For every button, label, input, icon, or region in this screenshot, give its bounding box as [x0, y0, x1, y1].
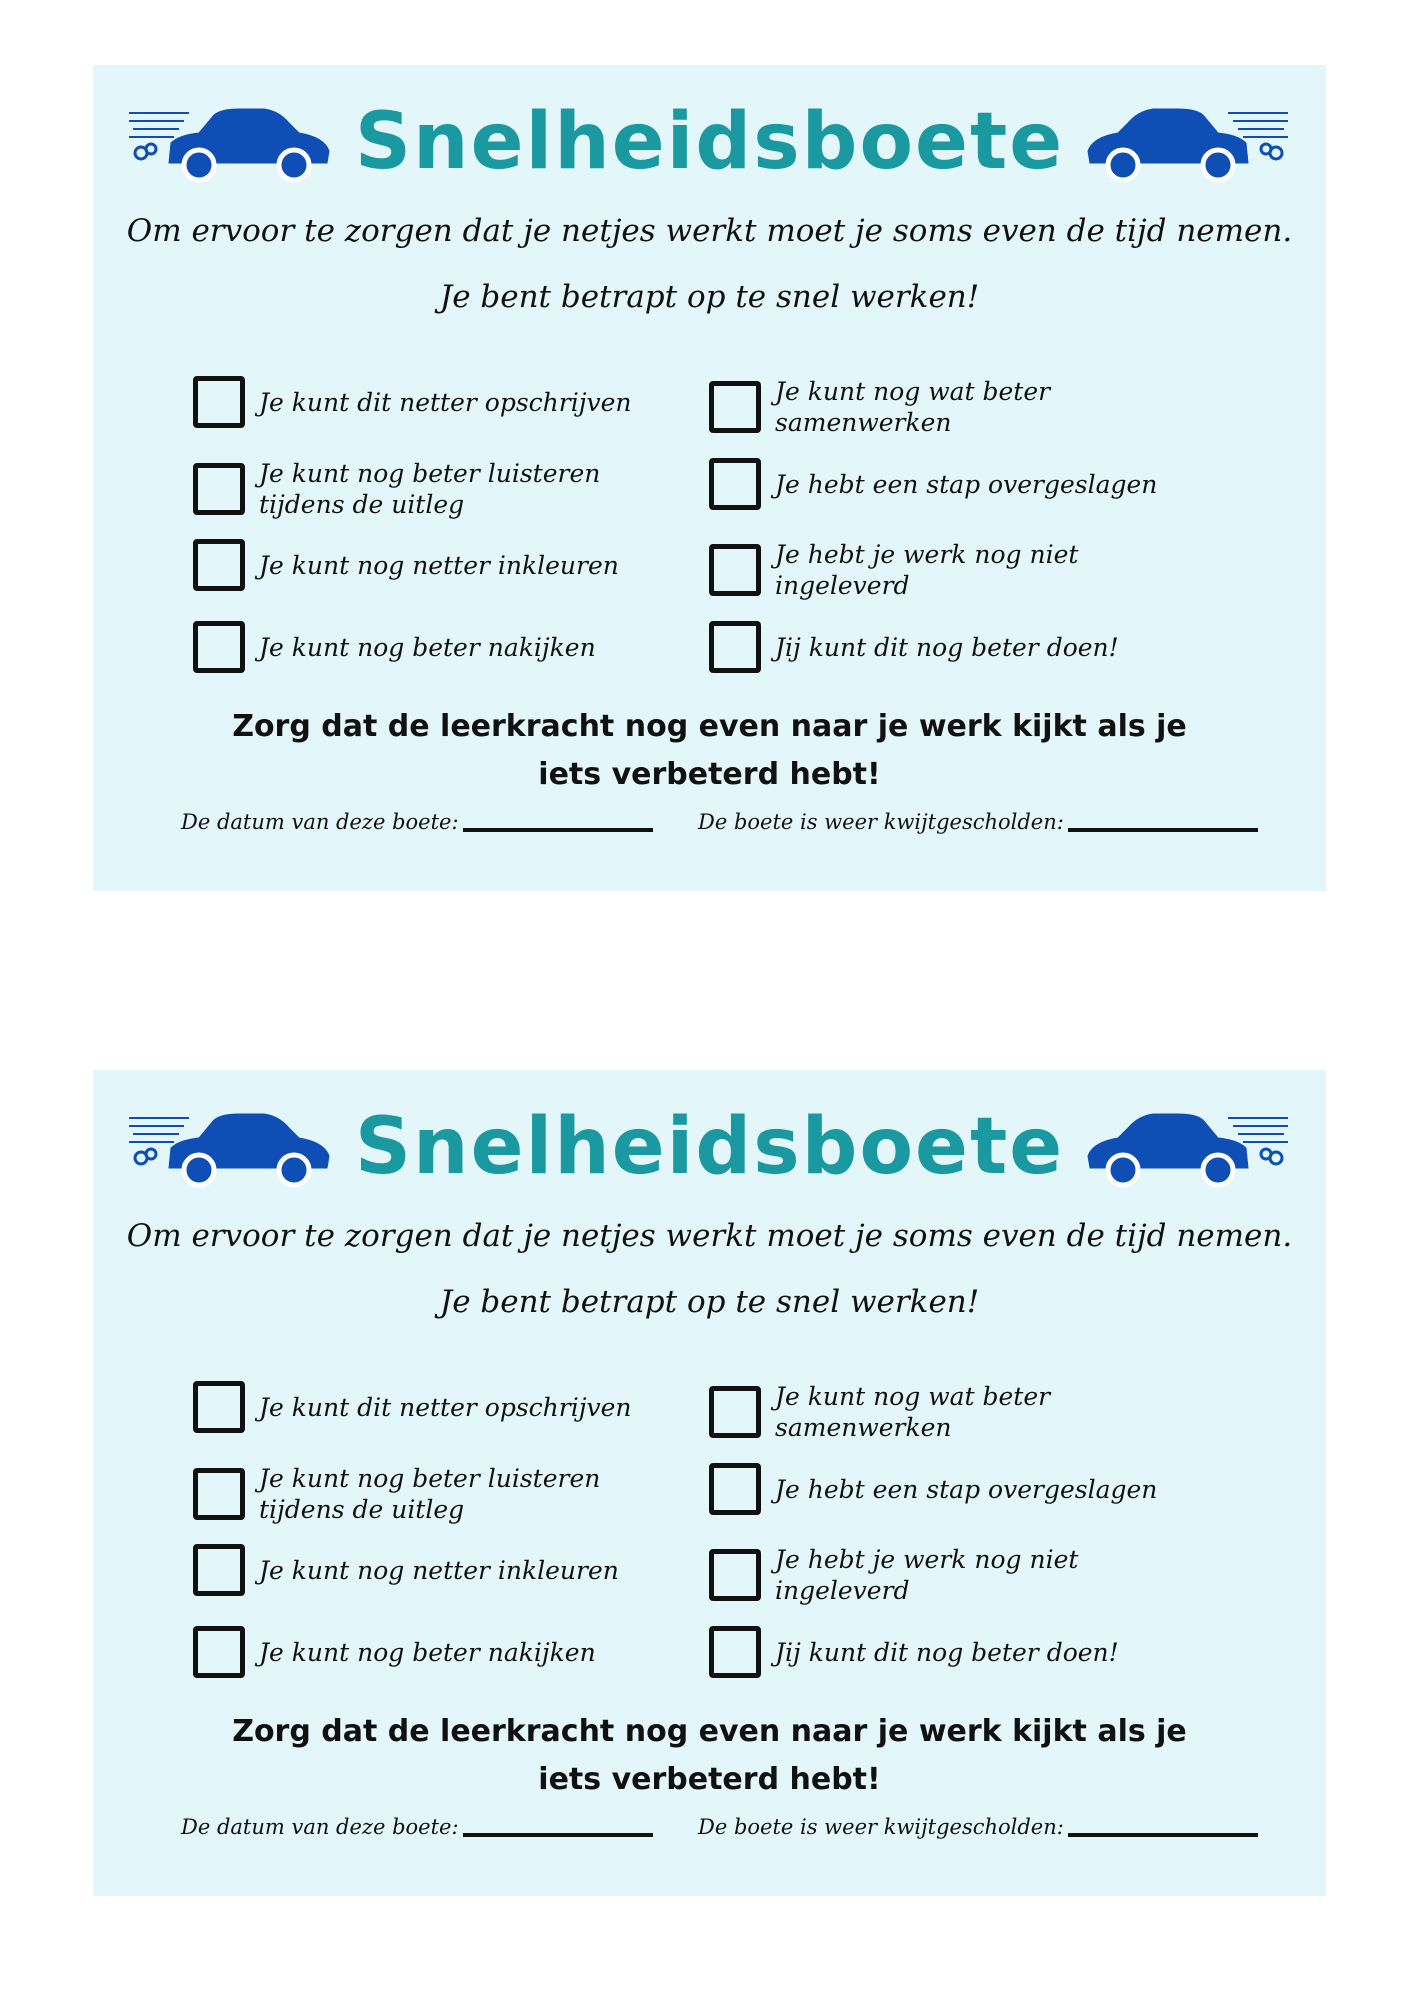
- checkbox[interactable]: [193, 1381, 245, 1433]
- checklist-item[interactable]: [709, 1626, 1195, 1678]
- checklist-item[interactable]: [709, 621, 1195, 673]
- checklist-item[interactable]: [193, 376, 679, 428]
- checklist-label: Jij kunt dit nog beter doen!: [775, 632, 1119, 662]
- intro-line-1: Om ervoor te zorgen dat je netjes werkt moet je soms even de tijd nemen.: [126, 213, 1293, 249]
- checklist-label: Je kunt nog wat beter samenwerken: [775, 1382, 1051, 1442]
- date-label: De datum van deze boete:: [181, 1815, 459, 1839]
- checklist-label: Je kunt nog beter luisteren tijdens de uitleg: [259, 1464, 601, 1524]
- checklist-item[interactable]: [193, 621, 679, 673]
- cleared-label: De boete is weer kwijtgescholden:: [698, 1815, 1064, 1839]
- cleared-label: De boete is weer kwijtgescholden:: [698, 810, 1064, 834]
- notice-text: Zorg dat de leerkracht nog even naar je werk kijkt als je iets verbeterd hebt!: [232, 709, 1187, 792]
- checklist-item[interactable]: [193, 1544, 679, 1596]
- checklist-item[interactable]: [193, 1463, 679, 1525]
- intro-line-2: Je bent betrapt op te snel werken!: [439, 279, 980, 315]
- checklist-label: Je hebt een stap overgeslagen: [775, 1474, 1158, 1504]
- checklist-label: Je hebt je werk nog niet ingeleverd: [775, 1545, 1079, 1605]
- intro-line-1: Om ervoor te zorgen dat je netjes werkt moet je soms even de tijd nemen.: [126, 1218, 1293, 1254]
- date-label: De datum van deze boete:: [181, 810, 459, 834]
- checkbox[interactable]: [193, 376, 245, 428]
- checklist-label: Je hebt je werk nog niet ingeleverd: [775, 540, 1079, 600]
- checklist-label: Je kunt dit netter opschrijven: [259, 1392, 632, 1422]
- checkbox[interactable]: [193, 1544, 245, 1596]
- card-title: Snelheidsboete: [354, 97, 1065, 187]
- checklist-label: Je kunt nog wat beter samenwerken: [775, 377, 1051, 437]
- cleared-line[interactable]: [1068, 828, 1258, 832]
- checkbox[interactable]: [709, 544, 761, 596]
- checklist-label: Je kunt nog beter nakijken: [259, 1637, 596, 1667]
- checkbox[interactable]: [709, 1549, 761, 1601]
- checklist-item[interactable]: [709, 1544, 1195, 1606]
- card-title: Snelheidsboete: [354, 1102, 1065, 1192]
- date-line[interactable]: [463, 828, 653, 832]
- checklist-item[interactable]: [193, 539, 679, 591]
- date-field[interactable]: [181, 1815, 653, 1839]
- checkbox[interactable]: [709, 621, 761, 673]
- checklist-label: Je kunt nog netter inkleuren: [259, 1555, 619, 1585]
- fine-card: [93, 65, 1326, 891]
- checkbox[interactable]: [709, 1626, 761, 1678]
- checkbox[interactable]: [709, 1463, 761, 1515]
- checklist-label: Je hebt een stap overgeslagen: [775, 469, 1158, 499]
- checkbox[interactable]: [193, 463, 245, 515]
- checkbox[interactable]: [193, 1468, 245, 1520]
- checklist-label: Jij kunt dit nog beter doen!: [775, 1637, 1119, 1667]
- checklist-item[interactable]: [193, 1626, 679, 1678]
- checklist-item[interactable]: [193, 1381, 679, 1433]
- checklist-item[interactable]: [193, 458, 679, 520]
- checklist-item[interactable]: [709, 376, 1195, 438]
- cleared-field[interactable]: [698, 810, 1258, 834]
- cleared-field[interactable]: [698, 1815, 1258, 1839]
- cleared-line[interactable]: [1068, 1833, 1258, 1837]
- checklist-item[interactable]: [709, 1381, 1195, 1443]
- checkbox[interactable]: [709, 381, 761, 433]
- notice-text: Zorg dat de leerkracht nog even naar je werk kijkt als je iets verbeterd hebt!: [232, 1714, 1187, 1797]
- checklist-item[interactable]: [709, 1463, 1195, 1515]
- checklist-label: Je kunt dit netter opschrijven: [259, 387, 632, 417]
- checklist-item[interactable]: [709, 539, 1195, 601]
- checklist-item[interactable]: [709, 458, 1195, 510]
- checklist-label: Je kunt nog netter inkleuren: [259, 550, 619, 580]
- fine-card: [93, 1070, 1326, 1896]
- checkbox[interactable]: [193, 621, 245, 673]
- checkbox[interactable]: [709, 458, 761, 510]
- checklist-label: Je kunt nog beter nakijken: [259, 632, 596, 662]
- checkbox[interactable]: [709, 1386, 761, 1438]
- date-line[interactable]: [463, 1833, 653, 1837]
- checkbox[interactable]: [193, 1626, 245, 1678]
- intro-line-2: Je bent betrapt op te snel werken!: [439, 1284, 980, 1320]
- checkbox[interactable]: [193, 539, 245, 591]
- date-field[interactable]: [181, 810, 653, 834]
- checklist-label: Je kunt nog beter luisteren tijdens de uitleg: [259, 459, 601, 519]
